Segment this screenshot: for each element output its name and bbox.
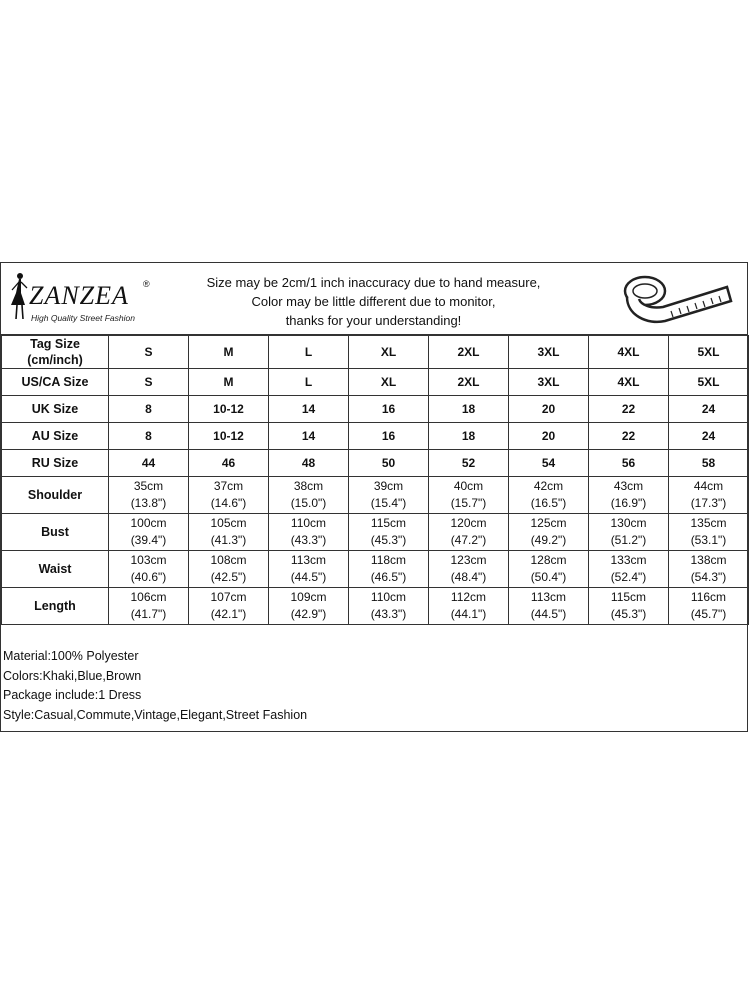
measure-row <box>2 514 749 551</box>
size-cell: 10-12 <box>189 423 269 450</box>
size-cell: 18 <box>429 423 509 450</box>
measure-cell <box>669 514 749 551</box>
inch-value: (45.7") <box>690 607 727 621</box>
size-cell: L <box>269 369 349 396</box>
cm-value: 120cm <box>450 516 487 530</box>
inch-value: (46.5") <box>370 570 407 584</box>
inch-value: (51.2") <box>610 533 647 547</box>
inch-value: (47.2") <box>450 533 487 547</box>
cm-value: 135cm <box>690 516 727 530</box>
cm-value: 35cm <box>133 479 164 493</box>
size-cell: 20 <box>509 396 589 423</box>
size-cell: 3XL <box>509 336 589 369</box>
size-cell: 18 <box>429 396 509 423</box>
brand-tagline: High Quality Street Fashion <box>31 313 135 323</box>
measure-cell <box>429 588 509 625</box>
row-header: RU Size <box>2 450 109 477</box>
measure-cell <box>269 477 349 514</box>
cm-value: 40cm <box>453 479 484 493</box>
measuring-tape-icon <box>617 267 735 329</box>
notice-line: thanks for your understanding! <box>285 313 462 328</box>
row-header: Waist <box>2 551 109 588</box>
row-header: US/CA Size <box>2 369 109 396</box>
measure-cell <box>109 551 189 588</box>
cm-value: 103cm <box>130 553 167 567</box>
cm-value: 125cm <box>530 516 567 530</box>
cm-value: 133cm <box>610 553 647 567</box>
inch-value: (42.1") <box>210 607 247 621</box>
size-cell: 24 <box>669 396 749 423</box>
size-row <box>2 423 749 450</box>
inch-value: (42.9") <box>290 607 327 621</box>
chart-header <box>1 263 747 335</box>
package-text: Package include:1 Dress <box>3 688 142 702</box>
cm-value: 128cm <box>530 553 567 567</box>
size-cell: 2XL <box>429 336 509 369</box>
inch-value: (15.4") <box>370 496 407 510</box>
cm-value: 116cm <box>690 590 727 604</box>
size-cell: 44 <box>109 450 189 477</box>
size-cell: 4XL <box>589 369 669 396</box>
row-header <box>2 336 109 369</box>
size-cell: S <box>109 369 189 396</box>
inch-value: (40.6") <box>130 570 167 584</box>
inch-value: (53.1") <box>690 533 727 547</box>
size-cell: 22 <box>589 423 669 450</box>
inch-value: (44.1") <box>450 607 487 621</box>
inch-value: (41.7") <box>130 607 167 621</box>
row-header-line: Tag Size <box>30 337 80 351</box>
size-cell: 14 <box>269 423 349 450</box>
measure-cell <box>189 588 269 625</box>
measure-cell <box>109 514 189 551</box>
size-row <box>2 369 749 396</box>
size-cell: 8 <box>109 396 189 423</box>
size-cell: 58 <box>669 450 749 477</box>
cm-value: 130cm <box>610 516 647 530</box>
notice-line: Size may be 2cm/1 inch inaccuracy due to hand measure, <box>206 275 541 290</box>
measure-cell <box>669 551 749 588</box>
inch-value: (15.7") <box>450 496 487 510</box>
size-table <box>1 335 749 625</box>
measure-cell <box>429 551 509 588</box>
size-cell: L <box>269 336 349 369</box>
size-row <box>2 396 749 423</box>
measure-cell <box>509 588 589 625</box>
measure-cell <box>189 477 269 514</box>
cm-value: 113cm <box>290 553 327 567</box>
size-cell: 14 <box>269 396 349 423</box>
measure-cell <box>429 514 509 551</box>
inch-value: (16.5") <box>530 496 567 510</box>
size-cell: 50 <box>349 450 429 477</box>
inch-value: (13.8") <box>130 496 167 510</box>
measure-cell <box>189 551 269 588</box>
inch-value: (44.5") <box>290 570 327 584</box>
measure-cell <box>349 514 429 551</box>
cm-value: 115cm <box>610 590 647 604</box>
cm-value: 138cm <box>690 553 727 567</box>
size-cell: XL <box>349 369 429 396</box>
size-cell: 3XL <box>509 369 589 396</box>
size-cell: 24 <box>669 423 749 450</box>
measure-cell <box>509 514 589 551</box>
cm-value: 108cm <box>210 553 247 567</box>
inch-value: (54.3") <box>690 570 727 584</box>
cm-value: 100cm <box>130 516 167 530</box>
row-header: AU Size <box>2 423 109 450</box>
row-header-line: (cm/inch) <box>27 353 83 367</box>
row-header: Length <box>2 588 109 625</box>
row-header: Bust <box>2 514 109 551</box>
size-cell: 20 <box>509 423 589 450</box>
size-cell: 4XL <box>589 336 669 369</box>
size-chart <box>0 262 748 732</box>
cm-value: 113cm <box>530 590 567 604</box>
cm-value: 106cm <box>130 590 167 604</box>
measure-cell <box>589 514 669 551</box>
size-cell: M <box>189 369 269 396</box>
size-cell: M <box>189 336 269 369</box>
product-info <box>3 647 307 725</box>
cm-value: 38cm <box>293 479 324 493</box>
brand-logo <box>7 271 157 329</box>
size-cell: 52 <box>429 450 509 477</box>
measure-row <box>2 588 749 625</box>
size-row <box>2 336 749 369</box>
size-cell: 8 <box>109 423 189 450</box>
inch-value: (42.5") <box>210 570 247 584</box>
size-cell: 48 <box>269 450 349 477</box>
size-cell: 16 <box>349 396 429 423</box>
cm-value: 107cm <box>210 590 247 604</box>
inch-value: (43.3") <box>370 607 407 621</box>
measure-row <box>2 551 749 588</box>
inch-value: (48.4") <box>450 570 487 584</box>
measure-row <box>2 477 749 514</box>
inch-value: (45.3") <box>370 533 407 547</box>
cm-value: 110cm <box>290 516 327 530</box>
cm-value: 44cm <box>693 479 724 493</box>
inch-value: (41.3") <box>210 533 247 547</box>
measure-cell <box>109 588 189 625</box>
measure-cell <box>349 477 429 514</box>
cm-value: 109cm <box>290 590 327 604</box>
fashion-figure-icon <box>7 271 31 321</box>
size-cell: S <box>109 336 189 369</box>
cm-value: 110cm <box>370 590 407 604</box>
measure-cell <box>429 477 509 514</box>
inch-value: (16.9") <box>610 496 647 510</box>
inch-value: (49.2") <box>530 533 567 547</box>
size-cell: 46 <box>189 450 269 477</box>
inch-value: (45.3") <box>610 607 647 621</box>
measure-cell <box>269 514 349 551</box>
size-cell: 5XL <box>669 369 749 396</box>
size-cell: 22 <box>589 396 669 423</box>
size-cell: XL <box>349 336 429 369</box>
cm-value: 118cm <box>370 553 407 567</box>
inch-value: (50.4") <box>530 570 567 584</box>
size-cell: 56 <box>589 450 669 477</box>
inch-value: (17.3") <box>690 496 727 510</box>
registered-mark: ® <box>143 279 150 289</box>
size-cell: 10-12 <box>189 396 269 423</box>
measure-cell <box>589 477 669 514</box>
measure-cell <box>109 477 189 514</box>
inch-value: (52.4") <box>610 570 647 584</box>
measure-cell <box>669 588 749 625</box>
size-cell: 5XL <box>669 336 749 369</box>
inch-value: (39.4") <box>130 533 167 547</box>
measure-cell <box>669 477 749 514</box>
size-cell: 54 <box>509 450 589 477</box>
measure-cell <box>509 477 589 514</box>
measure-cell <box>269 551 349 588</box>
colors-text: Colors:Khaki,Blue,Brown <box>3 668 142 683</box>
cm-value: 112cm <box>450 590 487 604</box>
inch-value: (43.3") <box>290 533 327 547</box>
measure-cell <box>509 551 589 588</box>
brand-name: ZANZEA <box>29 281 129 310</box>
size-cell: 16 <box>349 423 429 450</box>
cm-value: 37cm <box>213 479 244 493</box>
measure-cell <box>189 514 269 551</box>
row-header: Shoulder <box>2 477 109 514</box>
measurement-notice <box>171 273 576 330</box>
inch-value: (15.0") <box>290 496 327 510</box>
style-text: Style:Casual,Commute,Vintage,Elegant,Street Fashion <box>3 707 308 722</box>
measure-cell <box>589 551 669 588</box>
measure-cell <box>349 551 429 588</box>
cm-value: 123cm <box>450 553 487 567</box>
cm-value: 105cm <box>210 516 247 530</box>
inch-value: (14.6") <box>210 496 247 510</box>
row-header: UK Size <box>2 396 109 423</box>
size-row <box>2 450 749 477</box>
cm-value: 39cm <box>373 479 404 493</box>
notice-line: Color may be little different due to monitor, <box>251 294 496 309</box>
measure-cell <box>269 588 349 625</box>
measure-cell <box>349 588 429 625</box>
cm-value: 42cm <box>533 479 564 493</box>
cm-value: 115cm <box>370 516 407 530</box>
measure-cell <box>589 588 669 625</box>
size-cell: 2XL <box>429 369 509 396</box>
material-text: Material:100% Polyester <box>3 649 139 663</box>
cm-value: 43cm <box>613 479 644 493</box>
inch-value: (44.5") <box>530 607 567 621</box>
